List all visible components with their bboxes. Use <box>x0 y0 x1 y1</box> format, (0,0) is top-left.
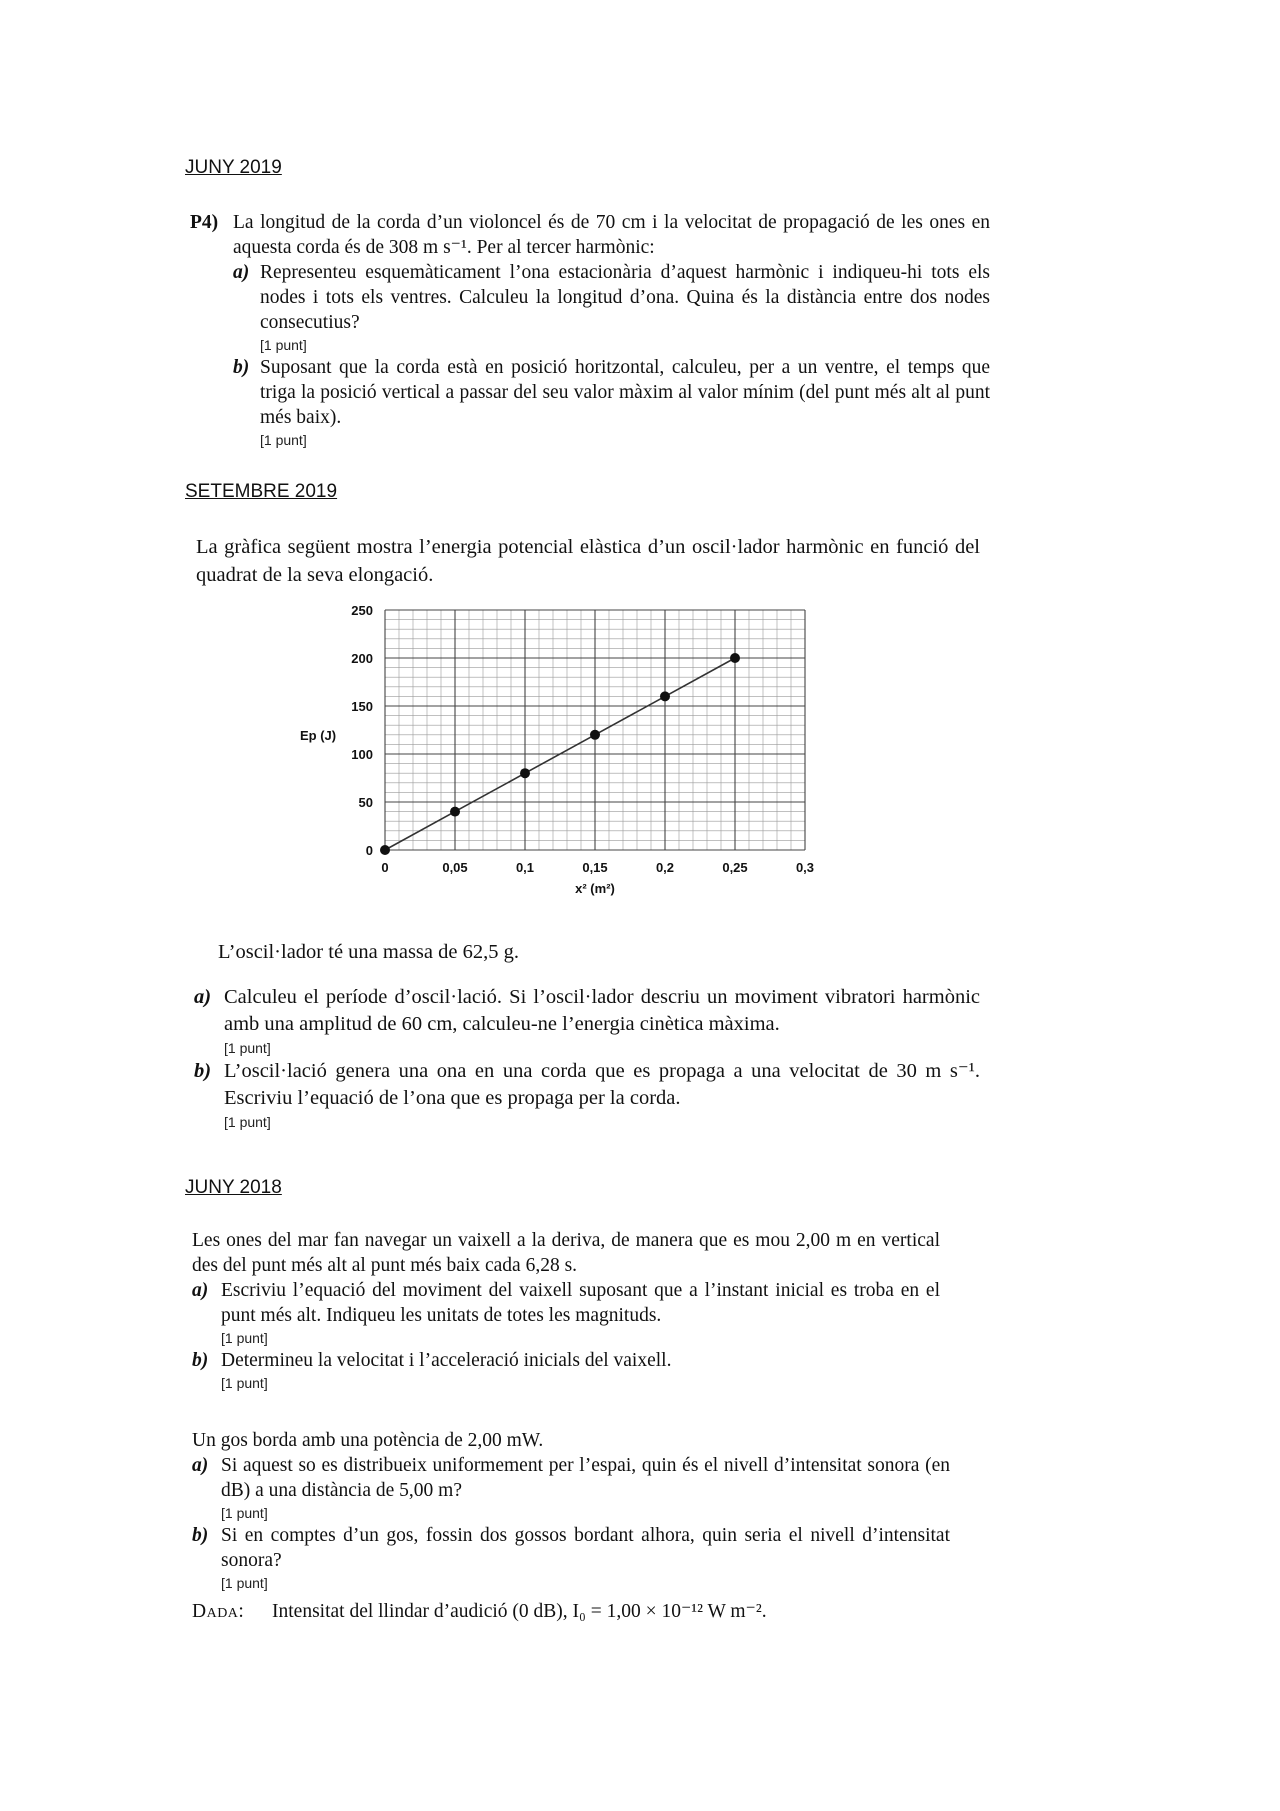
part-b-text: Determineu la velocitat i l’acceleració inicials del vaixell. <box>221 1350 672 1371</box>
problem-intro: La longitud de la corda d’un violoncel és de 70 cm i la velocitat de propagació de les ones en aquesta corda és de 308 m s⁻¹. Per al tercer harmònic: <box>233 212 990 258</box>
data-point <box>380 845 390 855</box>
elastic-energy-chart <box>285 598 835 908</box>
part-a-label: a) <box>192 1280 209 1301</box>
part-b-label: b) <box>192 1350 209 1371</box>
data-point <box>730 653 740 663</box>
section-heading-juny-2018: JUNY 2018 <box>185 1177 282 1198</box>
x-tick-label: 0,25 <box>722 860 748 875</box>
part-b-label: b) <box>233 357 250 378</box>
dog-intro: Un gos borda amb una potència de 2,00 mW. <box>192 1430 544 1451</box>
part-a-text: Calculeu el període d’oscil·lació. Si l’oscil·lador descriu un moviment vibratori harmònic amb una amplitud de 60 cm, calculeu-ne l’energia cinètica màxima. <box>224 986 980 1035</box>
setembre-questions <box>194 984 980 1132</box>
part-b-text: L’oscil·lació genera una ona en una corda que es propaga a una velocitat de 30 m s⁻¹. Escriviu l’equació de l’ona que es propaga per la corda. <box>224 1060 980 1109</box>
y-tick-label: 250 <box>351 603 373 618</box>
x-tick-label: 0,3 <box>795 860 815 875</box>
chart-x-ticks <box>381 860 814 875</box>
part-a-text: Si aquest so es distribueix uniformement per l’espai, quin és el nivell d’intensitat sonora (en dB) a una distància de 5,00 m? <box>221 1455 950 1501</box>
chart-intro-text: La gràfica següent mostra l’energia potencial elàstica d’un oscil·lador harmònic en funció del quadrat de la seva elongació. <box>196 536 980 586</box>
problem-p4 <box>190 210 990 450</box>
dada-label: Dada: <box>192 1601 245 1622</box>
part-b-points: [1 punt] <box>221 1375 268 1391</box>
data-point <box>590 730 600 740</box>
data-point <box>520 768 530 778</box>
part-a-label: a) <box>192 1455 209 1476</box>
x-tick-label: 0,1 <box>515 860 535 875</box>
part-a-label: a) <box>233 262 250 283</box>
part-a-points: [1 punt] <box>260 337 307 353</box>
part-b-label: b) <box>192 1525 209 1546</box>
y-tick-label: 200 <box>351 651 373 666</box>
chart-y-axis-label: Ep (J) <box>300 728 337 743</box>
chart-intro <box>196 533 980 589</box>
y-tick-label: 100 <box>351 747 373 762</box>
part-b-text: Suposant que la corda està en posició horitzontal, calculeu, per a un ventre, el temps que triga la posició vertical a passar del seu valor màxim al valor mínim (del punt més alt al punt més baix). <box>260 357 990 428</box>
problem-label: P4) <box>190 212 219 233</box>
boat-intro: Les ones del mar fan navegar un vaixell a la deriva, de manera que es mou 2,00 m en vertical des del punt més alt al punt més baix cada 6,28 s. <box>192 1230 940 1276</box>
y-tick-label: 150 <box>351 699 373 714</box>
y-tick-label: 0 <box>365 843 373 858</box>
part-a-label: a) <box>194 986 212 1008</box>
part-b-label: b) <box>194 1060 212 1082</box>
chart-x-axis-label: x² (m²) <box>575 881 615 896</box>
part-b-points: [1 punt] <box>224 1114 271 1130</box>
section-heading-juny-2019: JUNY 2019 <box>185 157 282 178</box>
dada-text: Intensitat del llindar d’audició (0 dB), I₀ = 1,00 × 10⁻¹² W m⁻². <box>272 1601 767 1622</box>
chart-y-ticks <box>351 603 373 858</box>
part-a-text: Escriviu l’equació del moviment del vaixell suposant que a l’instant inicial es troba en el punt més alt. Indiqueu les unitats de totes les magnituds. <box>221 1280 940 1326</box>
part-a-points: [1 punt] <box>221 1505 268 1521</box>
part-b-points: [1 punt] <box>260 432 307 448</box>
part-a-points: [1 punt] <box>221 1330 268 1346</box>
part-a-text: Representeu esquemàticament l’ona estacionària d’aquest harmònic i indiqueu-hi tots els nodes i tots els ventres. Calculeu la longitud d’ona. Quina és la distància entre dos nodes consecutius? <box>260 262 990 333</box>
part-b-points: [1 punt] <box>221 1575 268 1591</box>
x-tick-label: 0,15 <box>582 860 608 875</box>
part-a-points: [1 punt] <box>224 1040 271 1056</box>
dog-question <box>192 1428 950 1624</box>
x-tick-label: 0 <box>381 860 389 875</box>
part-b-text: Si en comptes d’un gos, fossin dos gossos bordant alhora, quin seria el nivell d’intensitat sonora? <box>221 1525 950 1571</box>
x-tick-label: 0,2 <box>655 860 675 875</box>
boat-question <box>192 1228 940 1393</box>
mass-statement: L’oscil·lador té una massa de 62,5 g. <box>218 941 519 963</box>
data-point <box>450 807 460 817</box>
x-tick-label: 0,05 <box>442 860 468 875</box>
y-tick-label: 50 <box>358 795 373 810</box>
section-heading-setembre-2019: SETEMBRE 2019 <box>185 481 338 502</box>
data-point <box>660 691 670 701</box>
